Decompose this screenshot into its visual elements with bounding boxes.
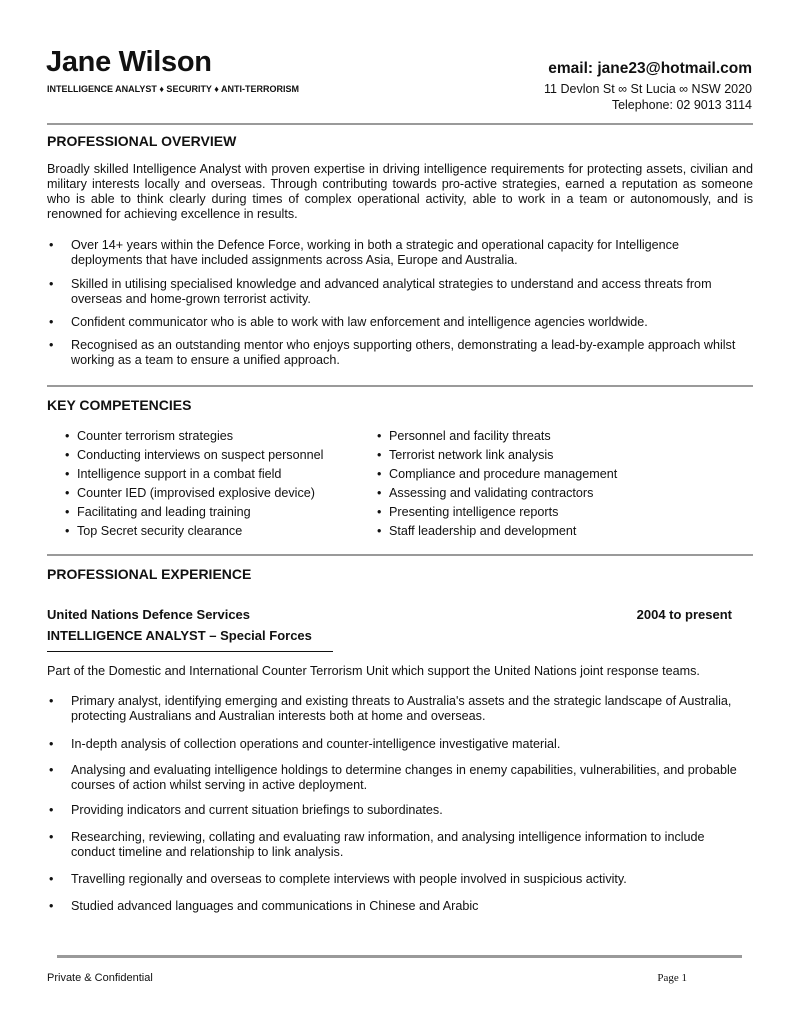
bullet-icon: • [65, 505, 70, 519]
candidate-tagline: INTELLIGENCE ANALYST ♦ SECURITY ♦ ANTI-TERRORISM [47, 84, 300, 94]
page-number: Page 1 [657, 972, 687, 984]
item-text: Studied advanced languages and communications in Chinese and Arabic [71, 899, 479, 913]
bullet-icon: • [49, 830, 54, 844]
contact-email: email: jane23@hotmail.com [548, 60, 752, 77]
bullet-icon: • [49, 338, 54, 352]
item-text: Assessing and validating contractors [389, 486, 594, 500]
bullet-icon: • [65, 486, 70, 500]
bullet-icon: • [49, 694, 54, 708]
divider [47, 554, 753, 556]
bullet-icon: • [377, 486, 382, 500]
candidate-name: Jane Wilson [46, 46, 212, 78]
bullet-icon: • [65, 467, 70, 481]
bullet-icon: • [49, 737, 54, 751]
item-text: Staff leadership and development [389, 524, 577, 538]
contact-details [544, 81, 752, 113]
item-text: Compliance and procedure management [389, 467, 618, 481]
item-text: Recognised as an outstanding mentor who enjoys supporting others, demonstrating a lead-by-example approach whilst working as a team to ensure a unified approach. [71, 338, 736, 367]
item-text: Conducting interviews on suspect personnel [77, 448, 324, 462]
employment-dates: 2004 to present [636, 607, 732, 622]
item-text: Primary analyst, identifying emerging and existing threats to Australia's assets and the strategic landscape of Australia, protecting Australians and Australian interests both at home and overseas. [71, 694, 732, 723]
employer-name: United Nations Defence Services [47, 607, 251, 622]
item-text: Travelling regionally and overseas to complete interviews with people involved in suspicious activity. [71, 872, 627, 886]
bullet-icon: • [65, 448, 70, 462]
item-text: Over 14+ years within the Defence Force, working in both a strategic and operational capacity for Intelligence deployments that have included assignments across Asia, Europe and Australia. [71, 238, 679, 267]
bullet-icon: • [49, 899, 54, 913]
job-title-underline [47, 651, 333, 652]
role-summary: Part of the Domestic and International Counter Terrorism Unit which support the United Nations joint response teams. [47, 664, 700, 678]
item-text: In-depth analysis of collection operations and counter-intelligence investigative material. [71, 737, 561, 751]
divider [47, 123, 753, 125]
bullet-icon: • [377, 448, 382, 462]
item-text: Skilled in utilising specialised knowledge and advanced analytical strategies to understand and access threats from overseas and home-grown terrorist activity. [71, 277, 712, 306]
bullet-icon: • [49, 315, 54, 329]
item-text: Terrorist network link analysis [389, 448, 554, 462]
item-text: Counter terrorism strategies [77, 429, 234, 443]
item-text: Researching, reviewing, collating and evaluating raw information, and analysing intelligence information to include conduct timeline and relationship to link analysis. [71, 830, 705, 859]
job-title: INTELLIGENCE ANALYST – Special Forces [47, 628, 312, 643]
divider [47, 385, 753, 387]
contact-address: 11 Devlon St ∞ St Lucia ∞ NSW 2020 [544, 82, 752, 96]
footer-confidential: Private & Confidential [47, 972, 153, 984]
bullet-icon: • [49, 872, 54, 886]
bullet-icon: • [49, 763, 54, 777]
item-text: Providing indicators and current situation briefings to subordinates. [71, 803, 443, 817]
bullet-icon: • [49, 277, 54, 291]
item-text: Counter IED (improvised explosive device) [77, 486, 315, 500]
bullet-icon: • [377, 429, 382, 443]
bullet-icon: • [377, 524, 382, 538]
item-text: Top Secret security clearance [77, 524, 243, 538]
overview-heading: PROFESSIONAL OVERVIEW [47, 133, 237, 149]
item-text: Presenting intelligence reports [389, 505, 559, 519]
bullet-icon: • [49, 238, 54, 252]
item-text: Facilitating and leading training [77, 505, 251, 519]
bullet-icon: • [49, 803, 54, 817]
contact-telephone: Telephone: 02 9013 3114 [611, 98, 752, 112]
item-text: Personnel and facility threats [389, 429, 551, 443]
experience-heading: PROFESSIONAL EXPERIENCE [47, 566, 252, 582]
bullet-icon: • [377, 505, 382, 519]
bullet-icon: • [65, 429, 70, 443]
bullet-icon: • [65, 524, 70, 538]
bullet-icon: • [377, 467, 382, 481]
item-text: Confident communicator who is able to work with law enforcement and intelligence agencies worldwide. [71, 315, 648, 329]
overview-paragraph: Broadly skilled Intelligence Analyst with proven expertise in driving intelligence requirements for protecting assets, civilian and military interests locally and overseas. Through contributing towards pro-active strategies, earned a reputation as someone who is able to think clearly during times of complex operational activity, able to work in a team or autonomously, and is renowned for achieving excellence in results. [47, 162, 753, 221]
item-text: Intelligence support in a combat field [77, 467, 282, 481]
item-text: Analysing and evaluating intelligence holdings to determine changes in enemy capabilities, vulnerabilities, and probable courses of action whilst serving in active deployment. [71, 763, 737, 792]
competencies-heading: KEY COMPETENCIES [47, 397, 192, 413]
footer-divider [57, 955, 742, 958]
